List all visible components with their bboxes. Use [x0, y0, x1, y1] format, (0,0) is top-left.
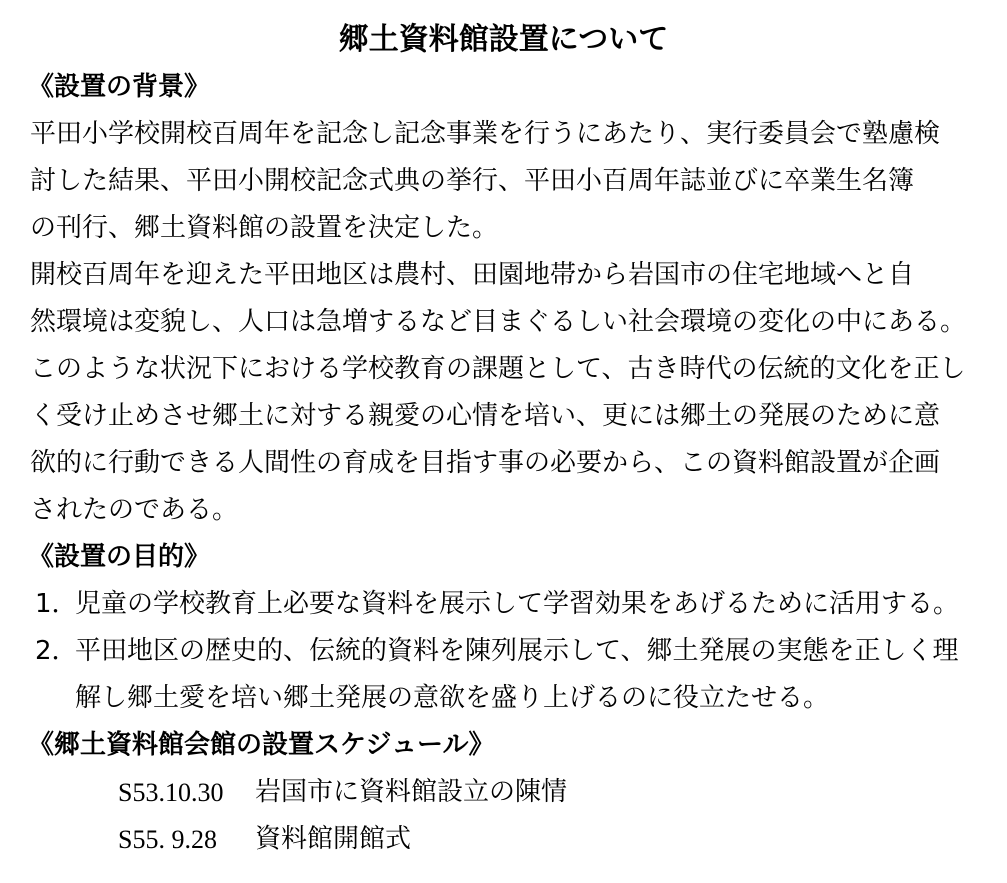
body-line: 討した結果、平田小開校記念式典の挙行、平田小百周年誌並びに卒業生名簿 — [30, 166, 915, 196]
list-text: 平田地区の歴史的、伝統的資料を陳列展示して、郷土発展の実態を正しく理 — [75, 636, 959, 666]
list-item — [0, 581, 1007, 628]
body-line: 開校百周年を迎えた平田地区は農村、田園地帯から岩国市の住宅地域へと自 — [30, 260, 915, 290]
body-line: 欲的に行動できる人間性の育成を目指す事の必要から、この資料館設置が企画 — [30, 448, 941, 478]
document-title: 郷土資料館設置について — [338, 22, 669, 57]
schedule-row — [0, 816, 1007, 863]
list-text: 児童の学校教育上必要な資料を展示して学習効果をあげるために活用する。 — [75, 589, 960, 619]
schedule-event: 資料館開館式 — [255, 824, 412, 854]
schedule-row — [0, 769, 1007, 816]
list-number: 2． — [35, 636, 78, 666]
section-heading-background: 《設置の背景》 — [28, 72, 211, 102]
section-heading-schedule: 《郷土資料館会館の設置スケジュール》 — [28, 730, 495, 760]
body-line: されたのである。 — [30, 495, 239, 525]
body-line: 然環境は変貌し、人口は急増するなど目まぐるしい社会環境の変化の中にある。 — [30, 307, 967, 337]
body-line: の刊行、郷土資料館の設置を決定した。 — [30, 213, 499, 243]
schedule-event: 岩国市に資料館設立の陳情 — [255, 777, 568, 807]
schedule-date: S53.10.30 — [118, 778, 224, 807]
list-number: 1． — [35, 589, 78, 619]
body-line: このような状況下における学校教育の課題として、古き時代の伝統的文化を正し — [30, 354, 966, 384]
document-body — [0, 64, 1007, 863]
body-line: く受け止めさせ郷土に対する親愛の心情を培い、更には郷土の発展のために意 — [30, 401, 941, 431]
list-item — [0, 628, 1007, 675]
section-heading-purpose: 《設置の目的》 — [28, 542, 211, 572]
body-line: 平田小学校開校百周年を記念し記念事業を行うにあたり、実行委員会で塾慮検 — [30, 119, 941, 149]
list-text-continuation: 解し郷土愛を培い郷土発展の意欲を盛り上げるのに役立たせる。 — [75, 683, 830, 713]
schedule-date: S55. 9.28 — [118, 825, 217, 854]
